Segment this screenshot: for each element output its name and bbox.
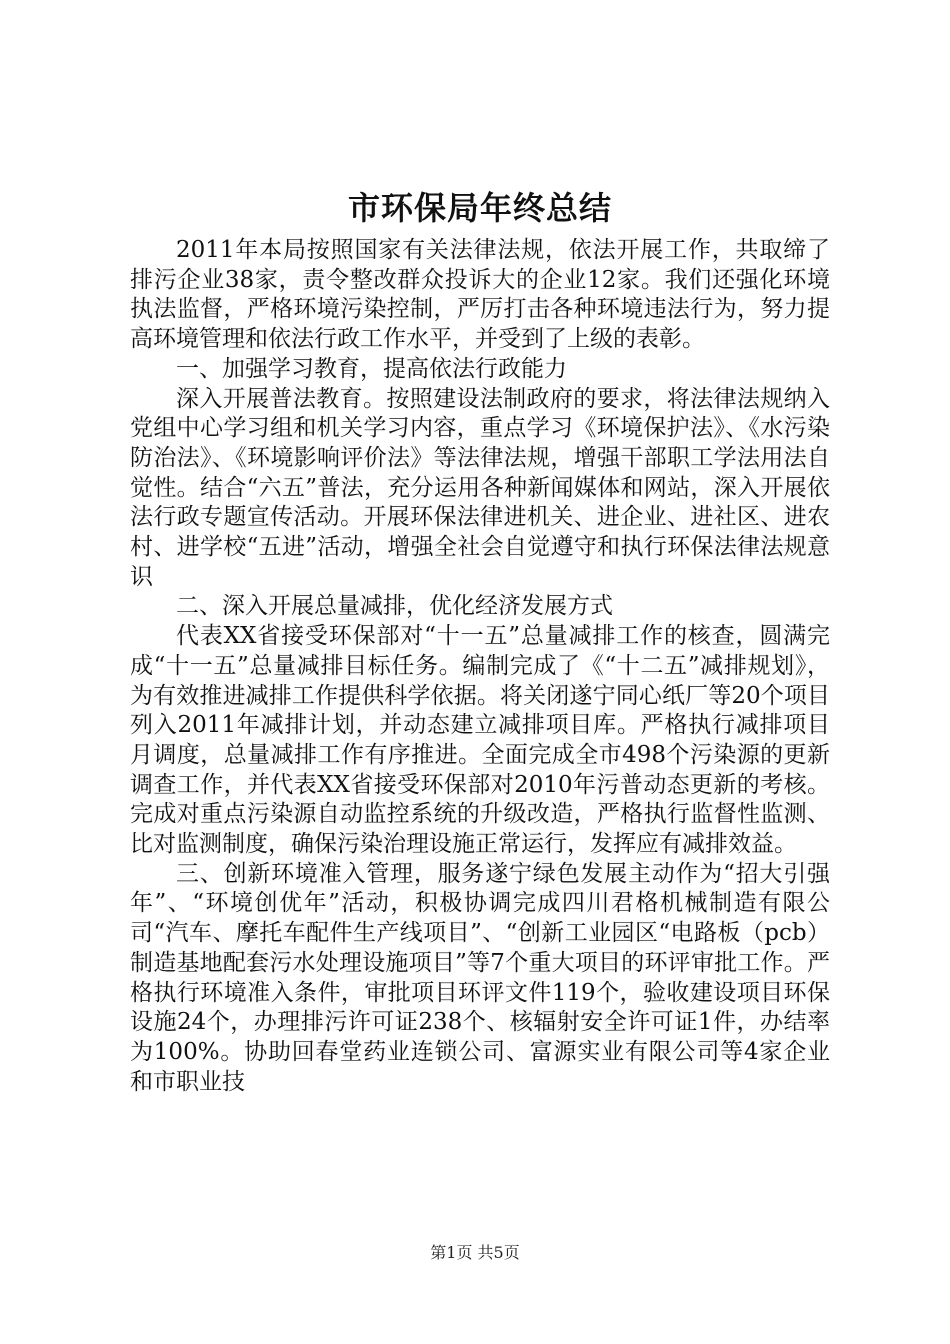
paragraph-section-3: 三、创新环境准入管理，服务遂宁绿色发展主动作为“招大引强年”、“环境创优年”活动，积极协调完成四川君格机械制造有限公司“汽车、摩托车配件生产线项目”、“创新工业园区“电路板（pcb）制造基地配套污水处理设施项目”等7个重大项目的环评审批工作。严格执行环境准入条件，审批项目环评文件119个，验收建设项目环保设施24个，办理排污许可证238个、核辐射安全许可证1件，办结率为100%。协助回春堂药业连锁公司、富源实业有限公司等4家企业和市职业技 [130, 860, 830, 1095]
paragraph-section-2: 代表XX省接受环保部对“十一五”总量减排工作的核查，圆满完成“十一五”总量减排目标任务。编制完成了《“十二五”减排规划》，为有效推进减排工作提供科学依据。将关闭遂宁同心纸厂等20个项目列入2011年减排计划，并动态建立减排项目库。严格执行减排项目月调度，总量减排工作有序推进。全面完成全市498个污染源的更新调查工作，并代表XX省接受环保部对2010年污普动态更新的考核。完成对重点污染源自动监控系统的升级改造，严格执行监督性监测、比对监测制度，确保污染治理设施正常运行，发挥应有减排效益。 [130, 623, 830, 858]
section-heading-1: 一、加强学习教育，提高依法行政能力 [176, 355, 567, 382]
paragraph-intro: 2011年本局按照国家有关法律法规，依法开展工作，共取缔了排污企业38家，责令整改群众投诉大的企业12家。我们还强化环境执法监督，严格环境污染控制，严厉打击各种环境违法行为，努力提高环境管理和依法行政工作水平，并受到了上级的表彰。 [130, 237, 830, 353]
page-number-footer: 第1页 共5页 [430, 1243, 520, 1262]
document-page [130, 184, 830, 1097]
paragraph-section-1: 深入开展普法教育。按照建设法制政府的要求，将法律法规纳入党组中心学习组和机关学习内容，重点学习《环境保护法》、《水污染防治法》、《环境影响评价法》等法律法规，增强干部职工学法用法自觉性。结合“六五”普法，充分运用各种新闻媒体和网站，深入开展依法行政专题宣传活动。开展环保法律进机关、进企业、进社区、进农村、进学校“五进”活动，增强全社会自觉遵守和执行环保法律法规意识 [130, 385, 830, 590]
section-heading-2: 二、深入开展总量减排，优化经济发展方式 [176, 593, 613, 620]
document-title: 市环保局年终总结 [347, 189, 612, 227]
